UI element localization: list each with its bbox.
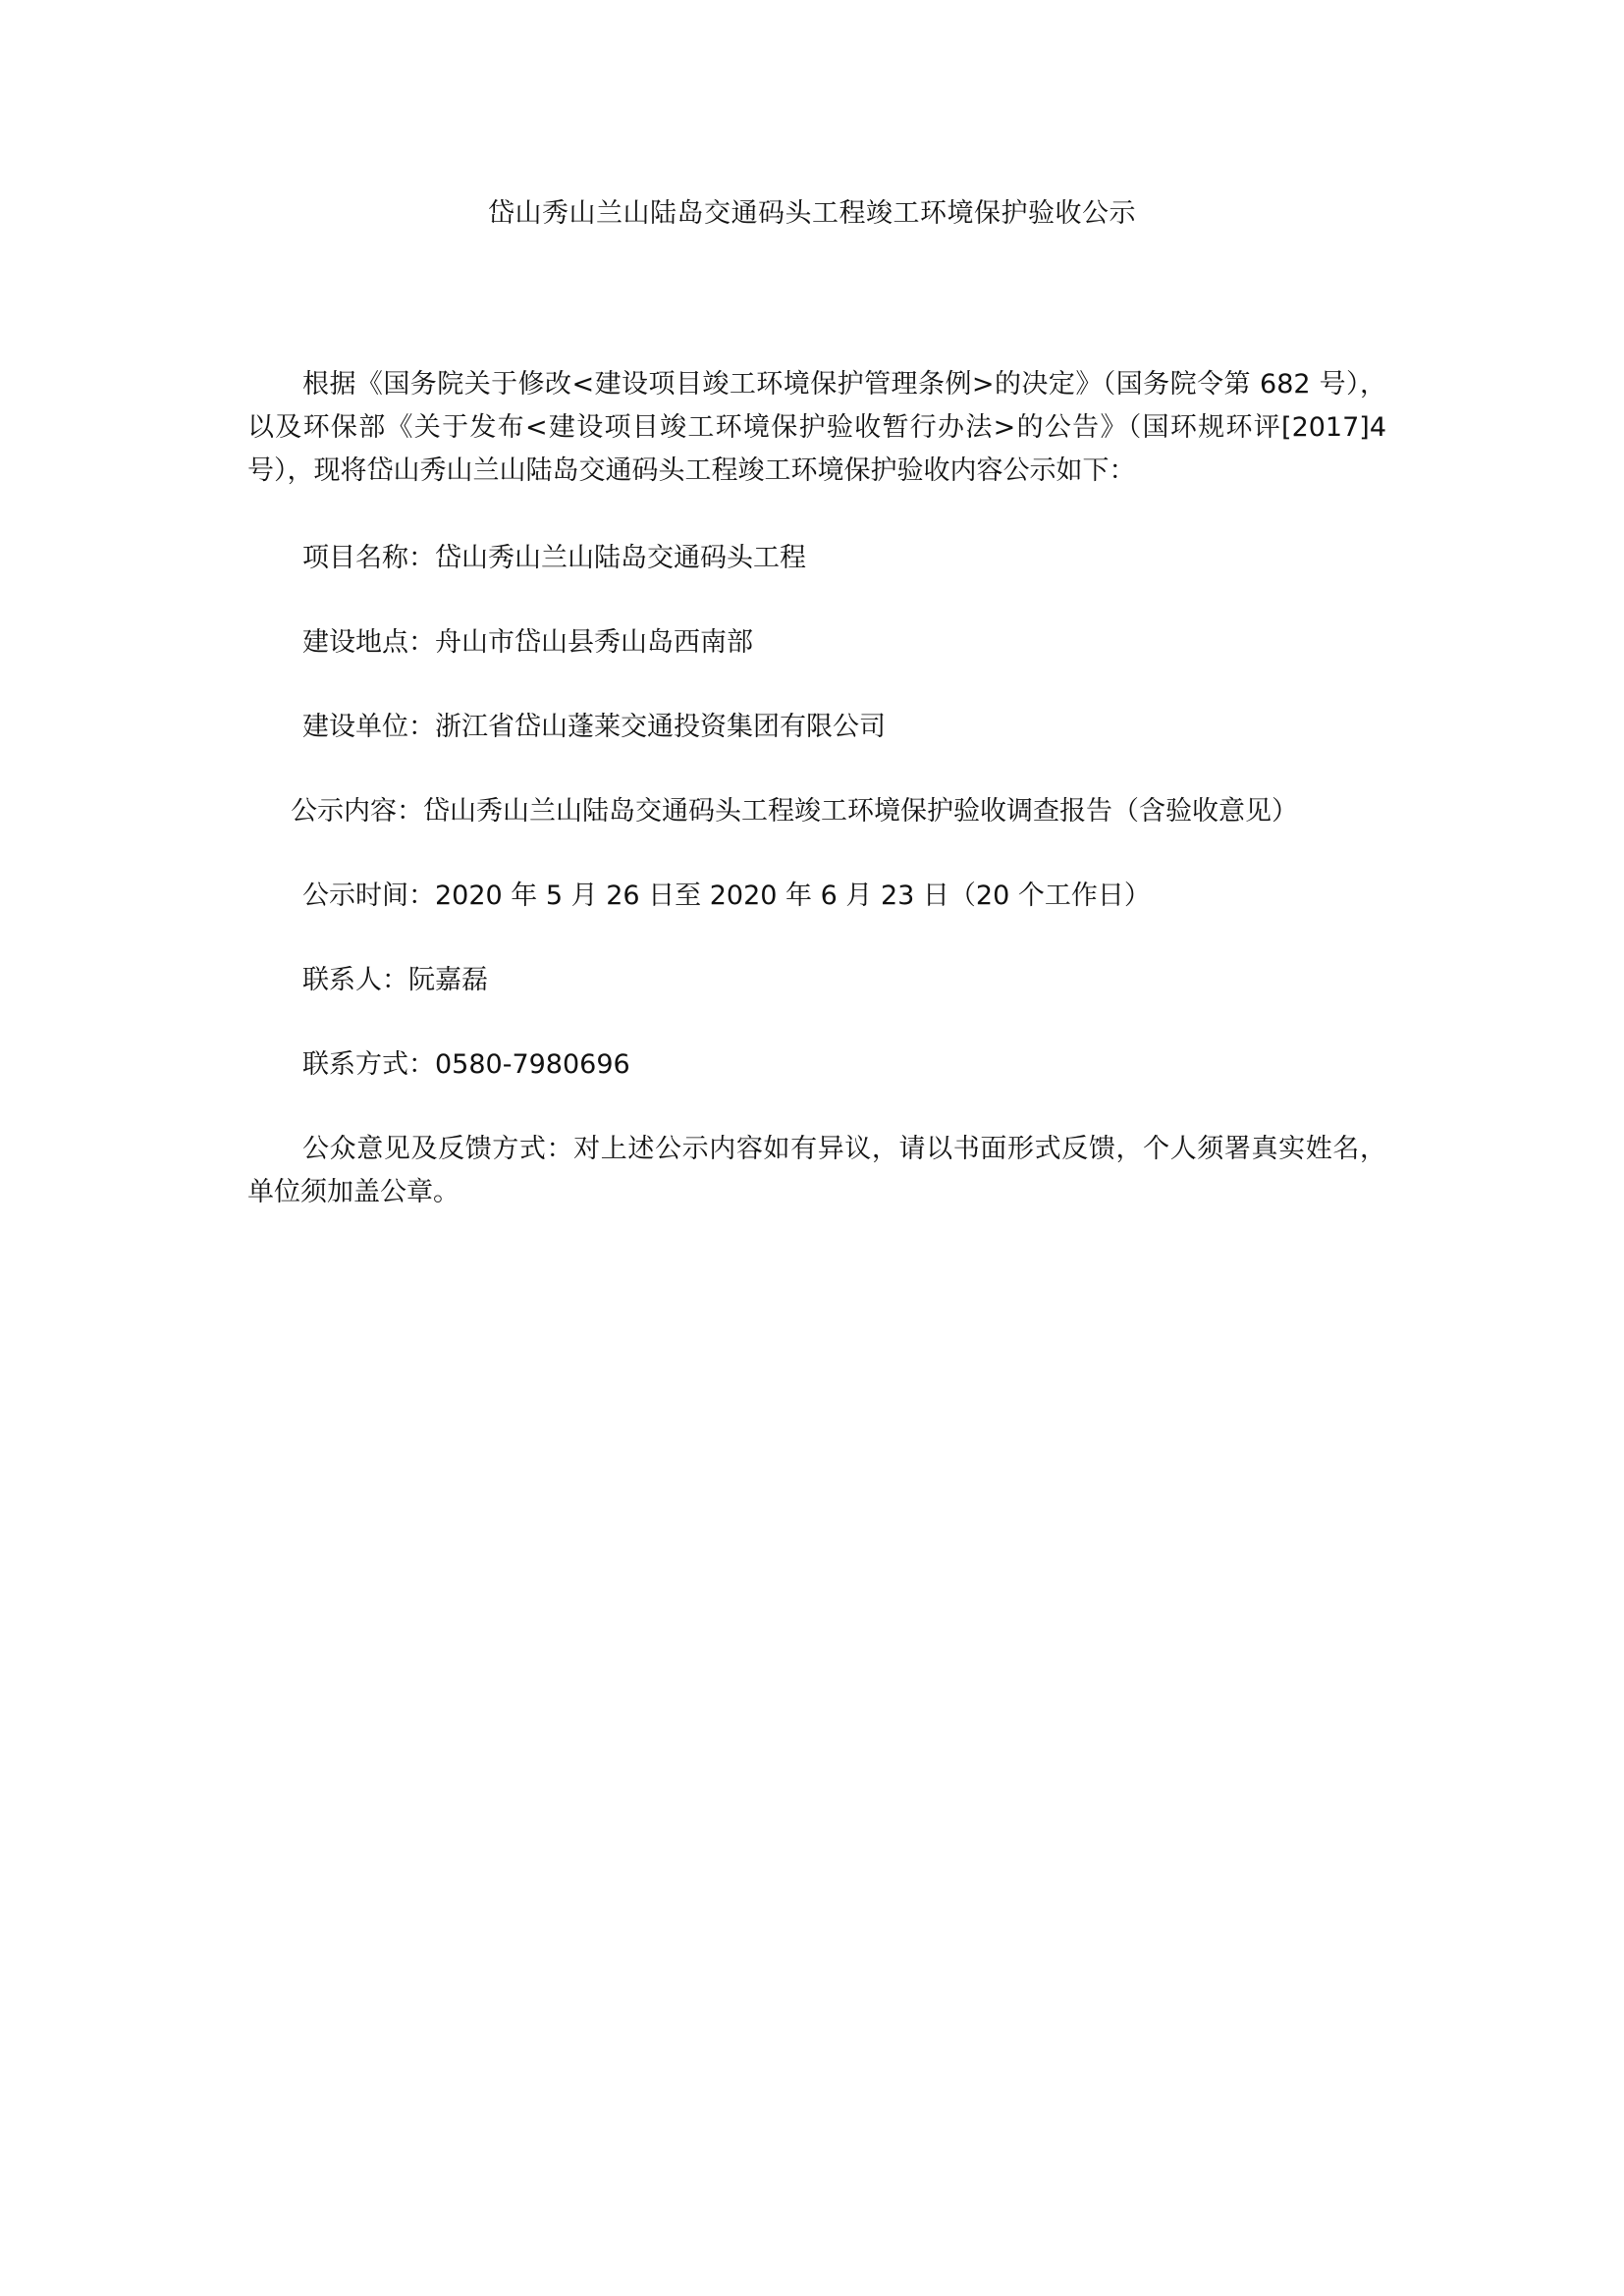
field-location	[247, 621, 1386, 665]
field-builder	[247, 706, 1386, 749]
field-label: 建设单位：	[302, 712, 435, 742]
field-value: 2020 年 5 月 26 日至 2020 年 6 月 23 日（20 个工作日）	[435, 881, 1151, 911]
field-value: 舟山市岱山县秀山岛西南部	[435, 627, 753, 658]
field-label: 公示时间：	[302, 881, 435, 911]
field-label: 项目名称：	[302, 543, 435, 573]
field-notice-content	[247, 790, 1386, 833]
field-value: 浙江省岱山蓬莱交通投资集团有限公司	[435, 712, 886, 742]
field-contact-phone	[247, 1043, 1386, 1087]
feedback-paragraph: 公众意见及反馈方式：对上述公示内容如有异议，请以书面形式反馈，个人须署真实姓名，单位须加盖公章。	[247, 1134, 1386, 1207]
field-label: 联系方式：	[302, 1049, 435, 1080]
field-value: 0580-7980696	[435, 1049, 630, 1080]
field-value: 岱山秀山兰山陆岛交通码头工程	[435, 543, 806, 573]
field-label: 联系人：	[302, 965, 408, 995]
field-label: 公示内容：	[291, 796, 423, 827]
document-body	[247, 363, 1386, 1214]
field-value: 岱山秀山兰山陆岛交通码头工程竣工环境保护验收调查报告（含验收意见）	[423, 796, 1298, 827]
field-contact-person	[247, 959, 1386, 1002]
intro-paragraph: 根据《国务院关于修改<建设项目竣工环境保护管理条例>的决定》（国务院令第 682 号），以及环保部《关于发布<建设项目竣工环境保护验收暂行办法>的公告》（国环规环评[2017]4号），现将岱山秀山兰山陆岛交通码头工程竣工环境保护验收内容公示如下：	[247, 369, 1386, 486]
field-label: 建设地点：	[302, 627, 435, 658]
field-notice-period	[247, 875, 1386, 918]
document-title: 岱山秀山兰山陆岛交通码头工程竣工环境保护验收公示	[488, 198, 1136, 229]
field-value: 阮嘉磊	[408, 965, 488, 995]
field-project-name	[247, 537, 1386, 580]
